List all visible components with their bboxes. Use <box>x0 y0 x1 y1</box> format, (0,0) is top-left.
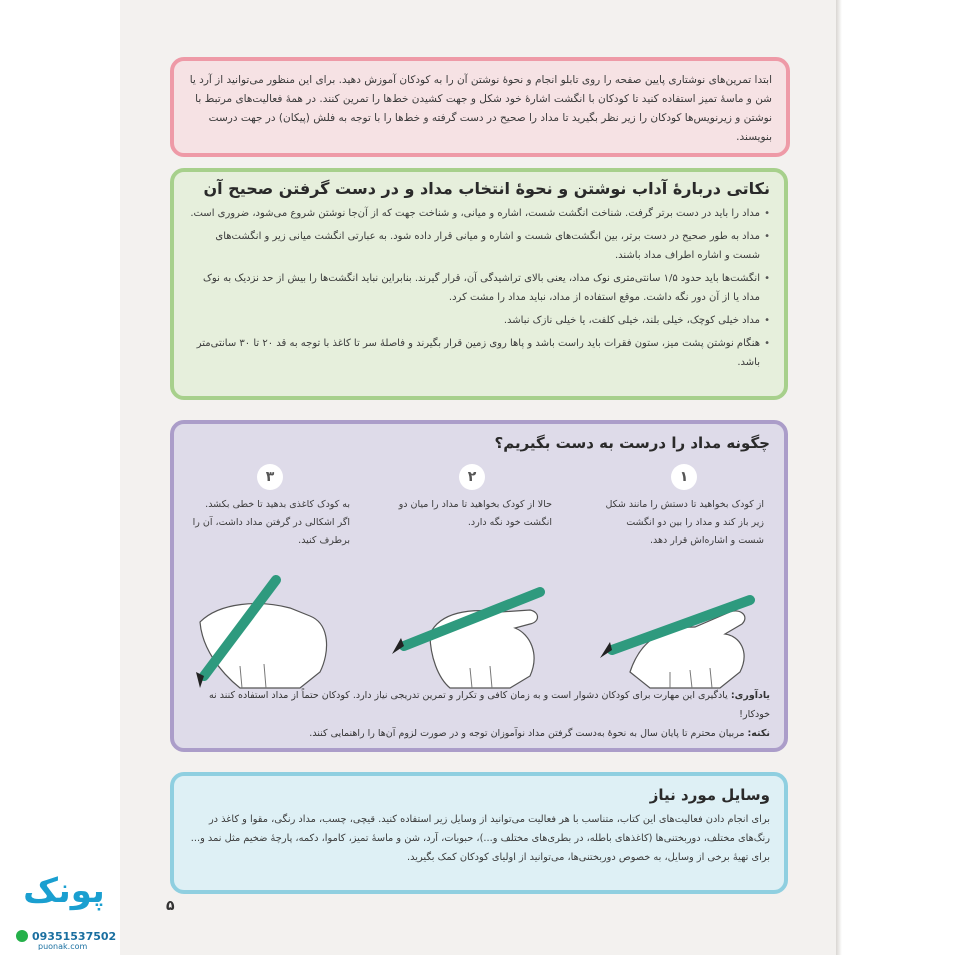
reminder-note <box>188 686 770 724</box>
hand-open-pencil-illustration <box>600 572 770 690</box>
supplies-title: وسایل مورد نیاز <box>649 786 770 804</box>
brand-logo-watermark <box>8 858 120 950</box>
step-2-text: حالا از کودک بخواهید تا مداد را میان دو انگشت خود نگه دارد. <box>398 499 552 528</box>
supplies-text: برای انجام دادن فعالیت‌های این کتاب، متناسب با هر فعالیت می‌توانید از وسایل زیر استفاده کنید. قیچی، چسب، مداد رنگی، مقوا و کاغذ در رنگ‌های مختلف، دوربختنی‌ها (کاغذهای باطله، در بطری‌های مختلف و...)، حبوبات، آرد، شن و ماسهٔ تمیز، کاموا، دکمه، پارچهٔ ضخیم مثل نمد و... برای تهیهٔ برخی از وسایل، به خصوص دوربختنی‌ها، می‌توانید از اولیای کودکان کمک بگیرید. <box>190 814 770 863</box>
holding-box <box>170 420 788 752</box>
intro-box <box>170 57 790 157</box>
step-1-number: ۱ <box>671 464 697 490</box>
page-number: ۵ <box>166 898 175 914</box>
step-3-text: به کودک کاغذی بدهید تا خطی بکشد. اگر اشکالی در گرفتن مداد داشت، آن را برطرف کنید. <box>192 499 350 546</box>
note-label: نکته: <box>747 728 770 739</box>
step-2-number: ۲ <box>459 464 485 490</box>
holding-steps <box>188 464 770 694</box>
step-3-number: ۳ <box>257 464 283 490</box>
holding-title: چگونه مداد را درست به دست بگیریم؟ <box>494 434 770 452</box>
tip-item: • مداد خیلی کوچک، خیلی بلند، خیلی کلفت، یا خیلی نازک نباشد. <box>188 311 770 330</box>
note-text: مربیان محترم تا پایان سال به نحوهٔ به‌دست گرفتن مداد نوآموزان توجه و در صورت لزوم آن‌ها را راهنمایی کنند. <box>309 728 748 739</box>
tip-item: • مداد را باید در دست برتر گرفت. شناخت انگشت شست، اشاره و میانی، و شناخت جهت که از آن‌جا نوشتن شروع می‌شود، ضروری است. <box>188 204 770 223</box>
hand-writing-illustration <box>180 572 350 690</box>
tips-title: نکاتی دربارهٔ آداب نوشتن و نحوهٔ انتخاب مداد و در دست گرفتن صحیح آن <box>203 179 770 198</box>
svg-text:puonak.com: puonak.com <box>38 942 88 950</box>
hand-grip-pencil-illustration <box>390 572 560 690</box>
intro-text: ابتدا تمرین‌های نوشتاری پایین صفحه را روی تابلو انجام و نحوهٔ نوشتن آن را به کودکان آموزش دهید. برای این منظور می‌توانید از آرد یا شن و ماسهٔ تمیز استفاده کنید تا کودکان با انگشت اشارهٔ خود شکل و جهت کشیدن خط‌ها را تمرین کنند. در همهٔ فعالیت‌های مرتبط با نوشتن و زیرنویس‌ها کودکان را زیر نظر بگیرید تا مداد را صحیح در دست گرفته و خط‌ها را با توجه به فلش (پیکان) در جهت درست بنویسند. <box>189 74 772 143</box>
tip-item: • هنگام نوشتن پشت میز، ستون فقرات باید راست باشد و پاها روی زمین قرار بگیرند و فاصلهٔ سر تا کاغذ با توجه به قد ۲۰ تا ۳۰ سانتی‌متر باشد. <box>188 334 770 372</box>
teacher-note <box>188 724 770 743</box>
step-1 <box>604 464 764 550</box>
reminder-text: یادگیری این مهارت برای کودکان دشوار است و به زمان کافی و تکرار و تمرین تدریجی نیاز دارد. کودکان حتماً از مداد استفاده کنند نه خودکار! <box>208 690 770 720</box>
svg-text:پونک: پونک <box>23 871 105 911</box>
tip-item: • مداد به طور صحیح در دست برتر، بین انگشت‌های شست و اشاره و میانی قرار داده شود. به عبارتی انگشت میانی زیر و انگشت‌های شست و اشاره اطراف مداد باشند. <box>188 227 770 265</box>
step-3 <box>190 464 350 550</box>
tips-list <box>188 204 770 372</box>
reminder-label: یادآوری: <box>730 690 770 701</box>
tips-box <box>170 168 788 400</box>
supplies-box <box>170 772 788 894</box>
svg-text:09351537502: 09351537502 <box>32 930 117 943</box>
page-edge-shadow <box>836 0 842 955</box>
step-1-text: از کودک بخواهید تا دستش را مانند شکل زیر باز کند و مداد را بین دو انگشت شست و اشاره‌اش قرار دهد. <box>605 499 764 546</box>
tip-item: • انگشت‌ها باید حدود ۱/۵ سانتی‌متری نوک مداد، یعنی بالای تراشیدگی آن، قرار گیرند. بنابراین نباید انگشت‌ها را بیش از حد نزدیک به نوک مداد یا از آن دور نگه داشت. موقع استفاده از مداد، نباید مداد را مشت کرد. <box>188 269 770 307</box>
step-2 <box>392 464 552 532</box>
